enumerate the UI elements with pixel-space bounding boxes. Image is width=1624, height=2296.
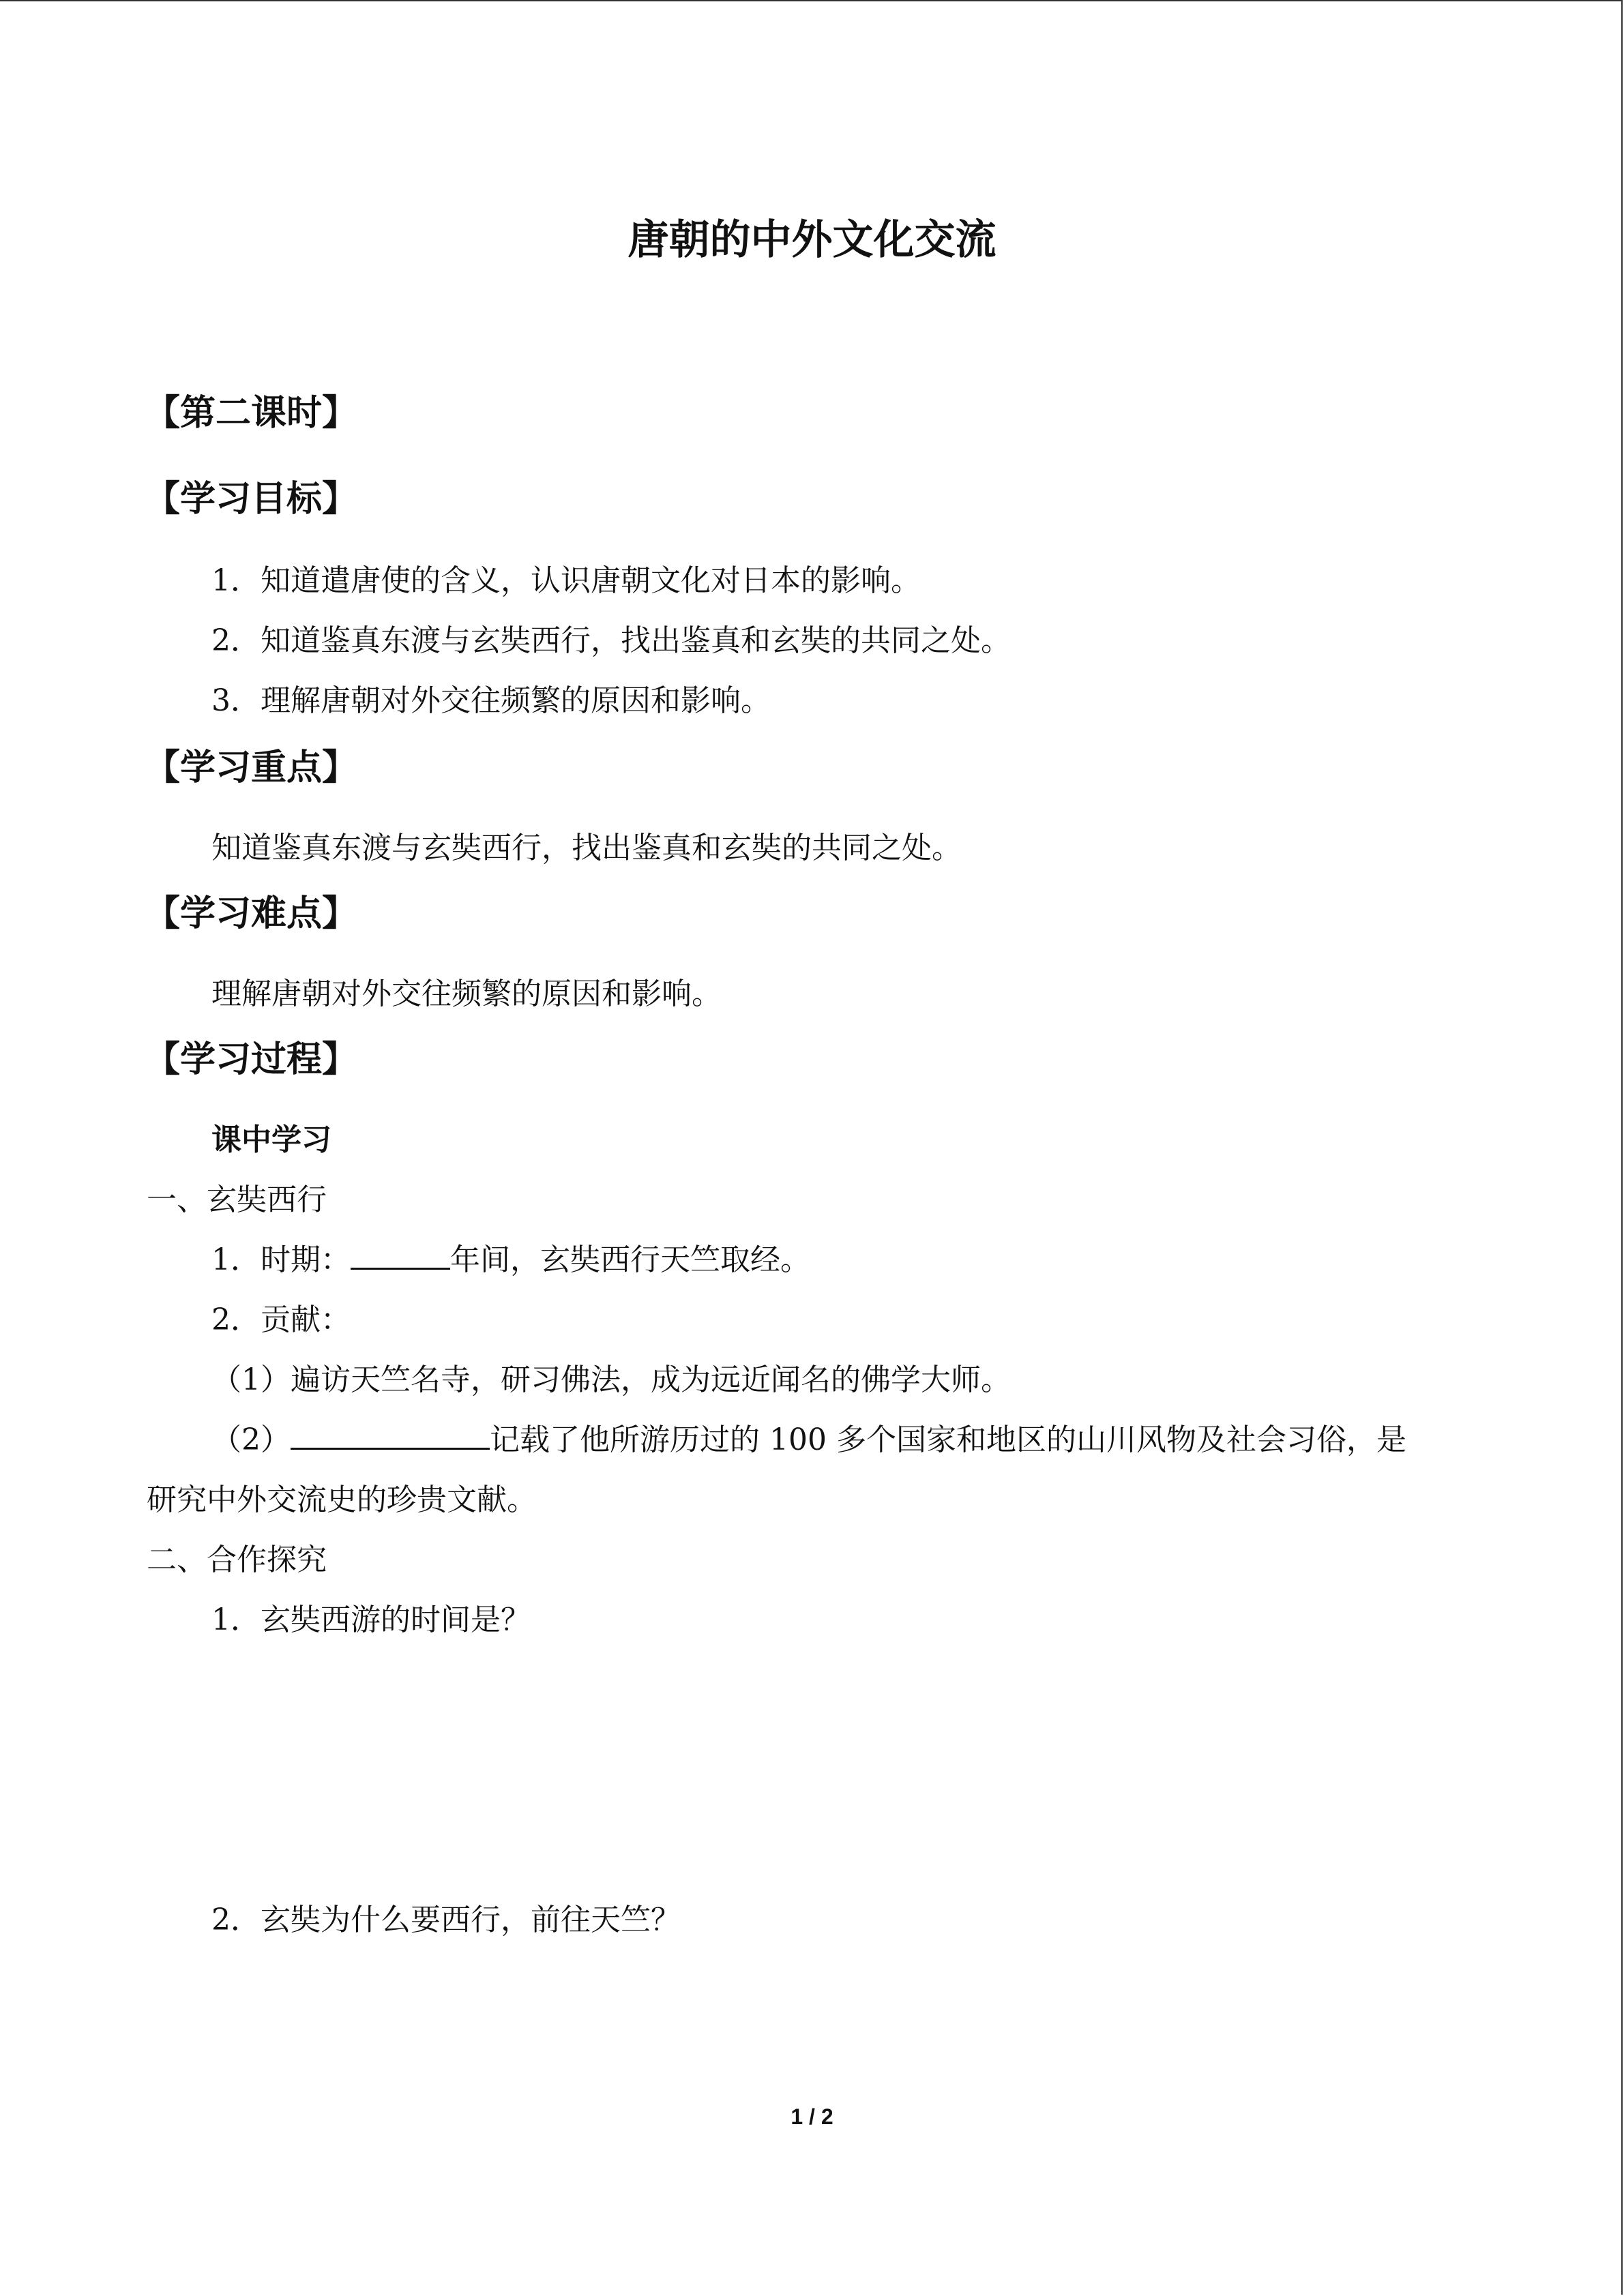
key-points-heading: 【学习重点】 (145, 747, 358, 788)
objective-item-3: 3．理解唐朝对外交往频繁的原因和影响。 (211, 683, 771, 718)
difficulties-text: 理解唐朝对外交往频繁的原因和影响。 (211, 976, 722, 1011)
in-class-subheading: 课中学习 (211, 1122, 331, 1157)
contribution-item-2-continued: 研究中外交流史的珍贵文献。 (147, 1482, 537, 1517)
part1-title: 一、玄奘西行 (147, 1182, 327, 1217)
book-title-blank[interactable] (291, 1420, 490, 1450)
contribution-label: 2．贡献： (211, 1302, 351, 1337)
part2-title: 二、合作探究 (147, 1542, 327, 1577)
period-line (211, 1238, 810, 1282)
period-blank[interactable] (351, 1240, 450, 1270)
period-label: 1．时期： (211, 1242, 351, 1277)
page-title: 唐朝的中外文化交流 (628, 216, 996, 264)
contribution-2-suffix: 记载了他所游历过的 100 多个国家和地区的山川风物及社会习俗，是 (490, 1422, 1406, 1457)
contribution-2-prefix: （2） (211, 1422, 291, 1457)
question-1: 1．玄奘西游的时间是？ (211, 1602, 531, 1637)
process-heading: 【学习过程】 (145, 1039, 358, 1080)
contribution-item-2 (211, 1418, 1406, 1462)
lesson-heading: 【第二课时】 (145, 393, 358, 434)
difficulties-heading: 【学习难点】 (145, 893, 358, 934)
page-number: 1 / 2 (791, 2104, 833, 2129)
period-suffix: 年间，玄奘西行天竺取经。 (450, 1242, 810, 1277)
question-2: 2．玄奘为什么要西行，前往天竺？ (211, 1903, 681, 1937)
objectives-heading: 【学习目标】 (145, 479, 358, 520)
contribution-item-1: （1）遍访天竺名寺，研习佛法，成为远近闻名的佛学大师。 (211, 1362, 1011, 1397)
objective-item-1: 1．知道遣唐使的含义，认识唐朝文化对日本的影响。 (211, 563, 921, 598)
objective-item-2: 2．知道鉴真东渡与玄奘西行，找出鉴真和玄奘的共同之处。 (211, 623, 1011, 658)
key-points-text: 知道鉴真东渡与玄奘西行，找出鉴真和玄奘的共同之处。 (211, 831, 962, 865)
